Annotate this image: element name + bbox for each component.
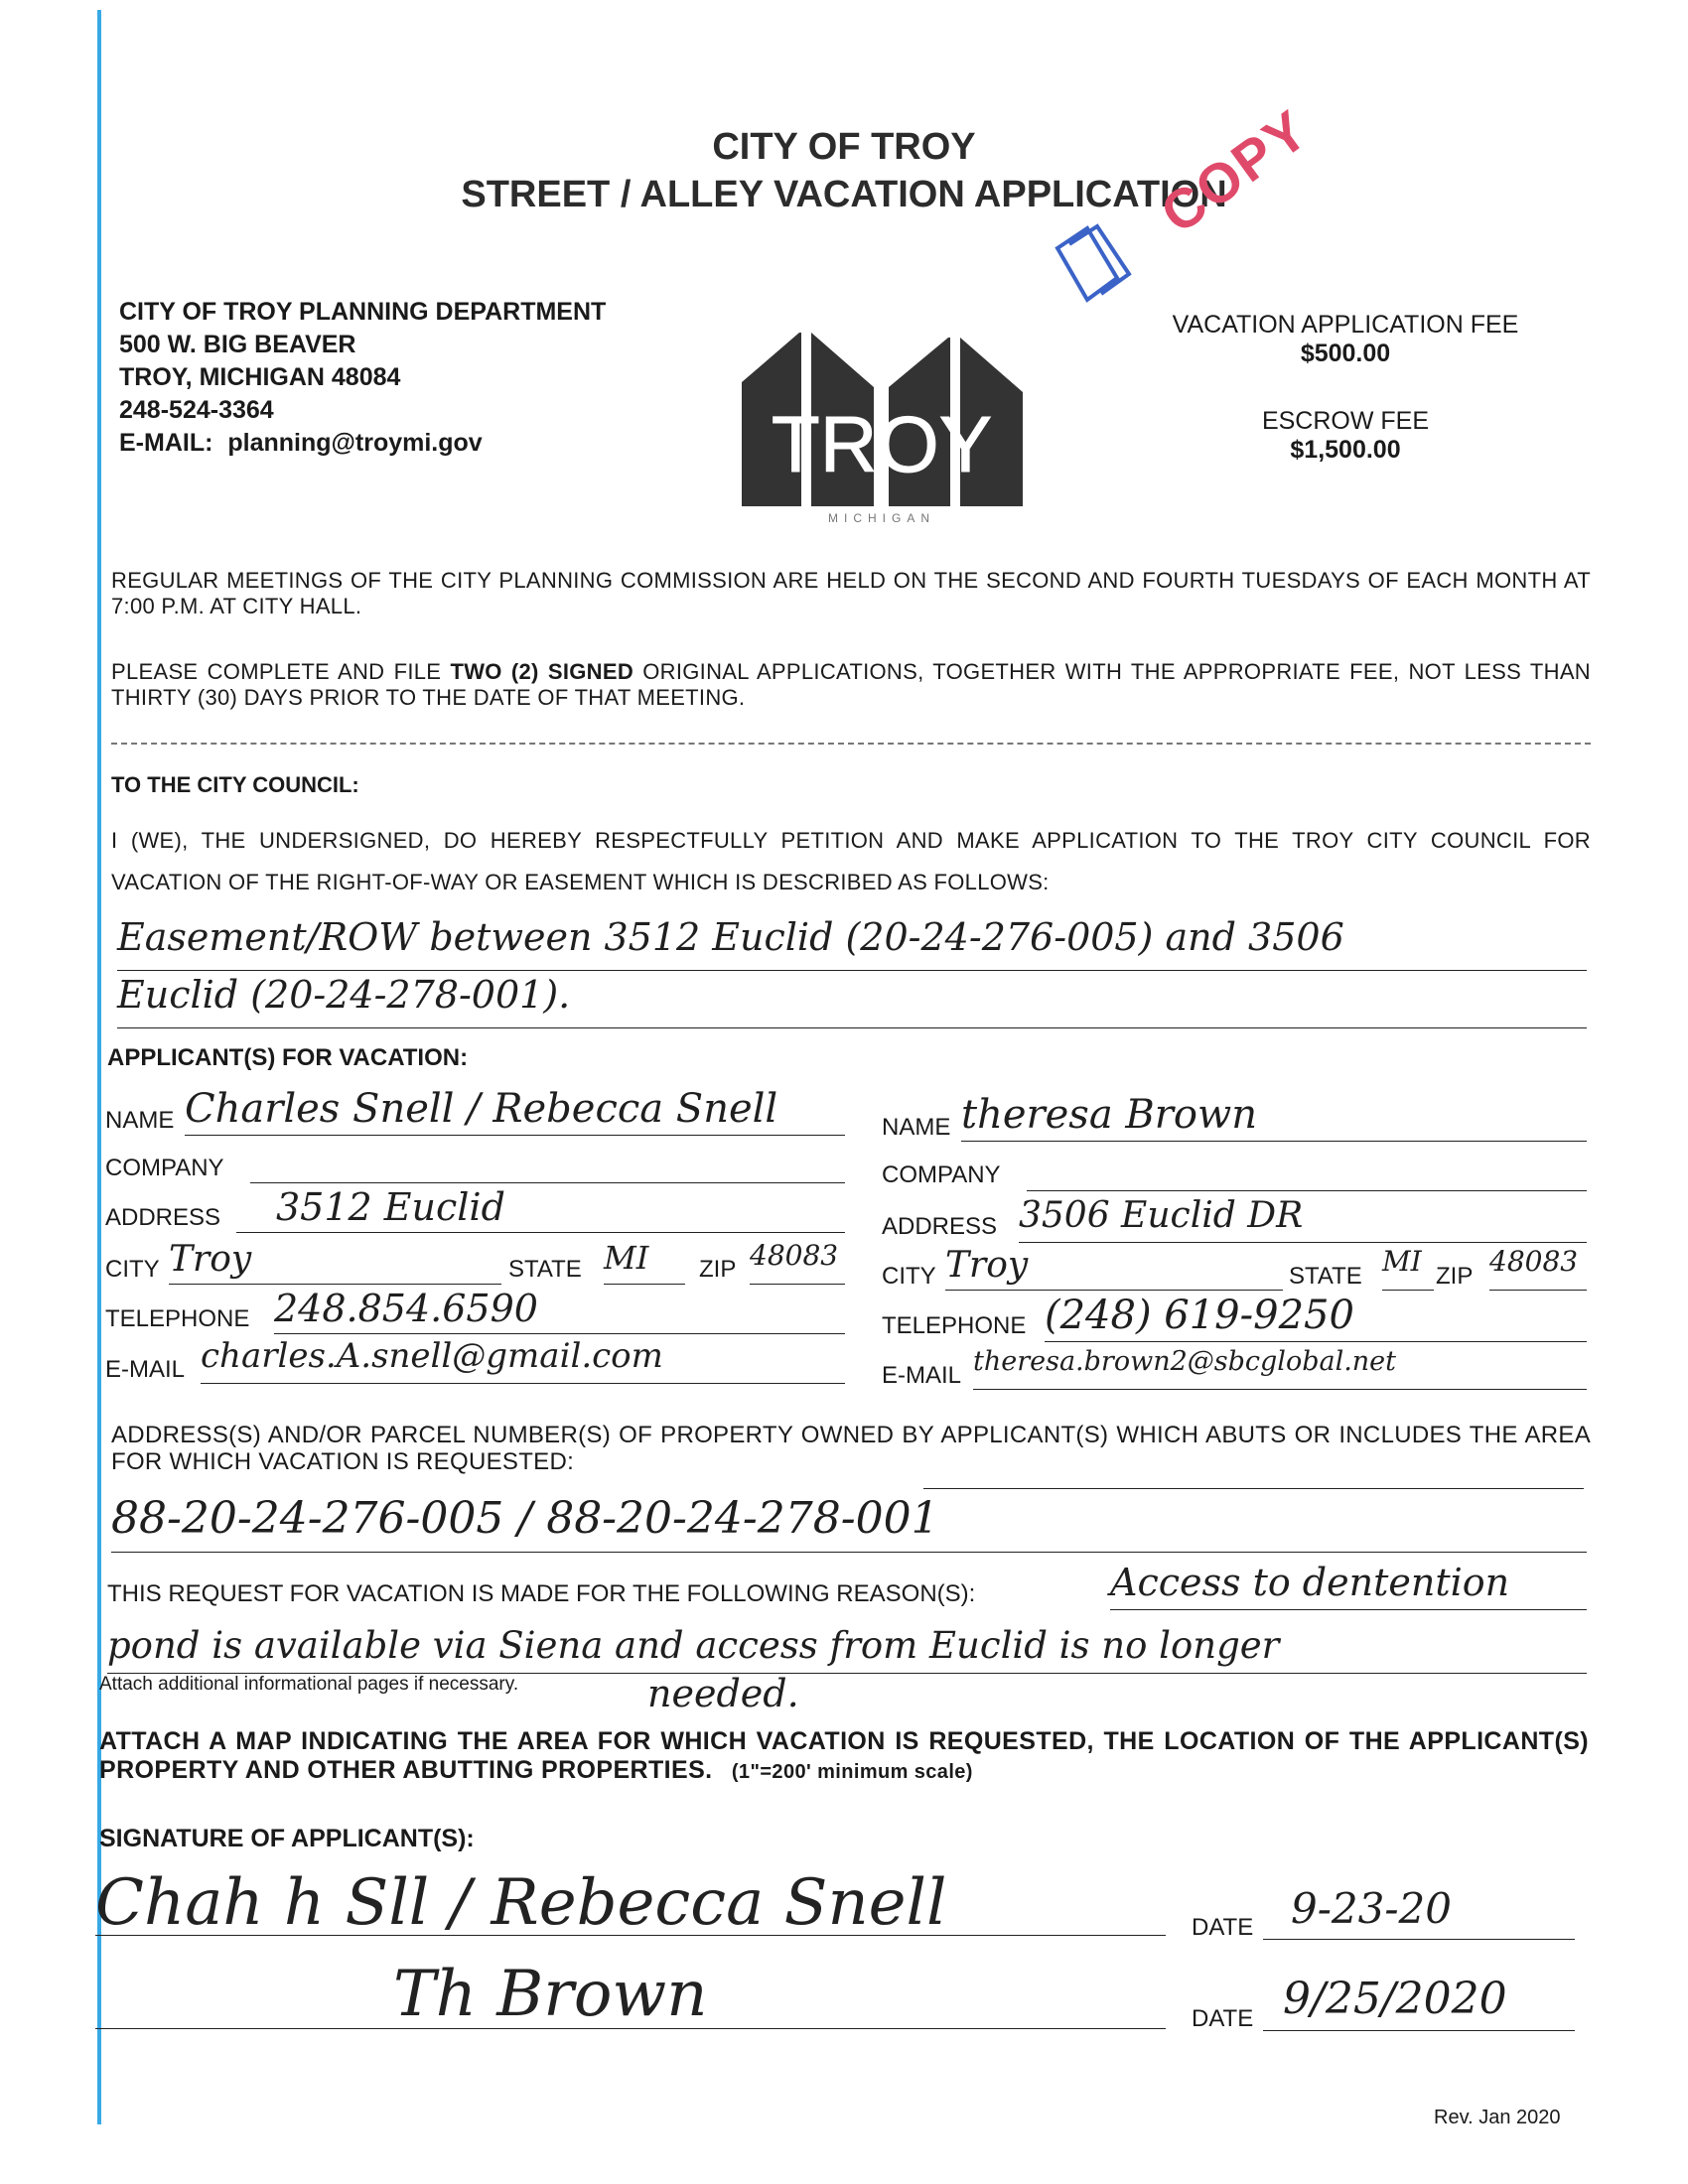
applicant2-email: theresa.brown2@sbcglobal.net <box>973 1346 1397 1377</box>
reason-text-1: Access to dentention <box>1110 1561 1510 1604</box>
company-label-2: COMPANY <box>882 1161 1001 1188</box>
address-label-2: ADDRESS <box>882 1213 998 1240</box>
description-text-1: Easement/ROW between 3512 Euclid (20-24-276-005) and 3506 <box>117 915 1344 959</box>
date-label-1: DATE <box>1192 1914 1254 1941</box>
applicants-heading: APPLICANT(S) FOR VACATION: <box>107 1044 469 1071</box>
applicant1-address: 3512 Euclid <box>276 1185 505 1229</box>
description-text-2: Euclid (20-24-278-001). <box>117 973 571 1017</box>
parcel-value: 88-20-24-276-005 / 88-20-24-278-001 <box>111 1493 939 1544</box>
applicant2-city: Troy <box>945 1245 1029 1286</box>
applicant1-email-field[interactable] <box>201 1336 845 1384</box>
reason-line-1[interactable] <box>1110 1561 1587 1610</box>
department-street: 500 W. BIG BEAVER <box>119 331 356 358</box>
state-label-1: STATE <box>508 1256 582 1283</box>
applicant1-zip-field[interactable] <box>750 1239 845 1285</box>
applicant1-address-field[interactable] <box>236 1185 845 1233</box>
reason-line-2[interactable] <box>107 1624 1587 1674</box>
department-city: TROY, MICHIGAN 48084 <box>119 363 401 391</box>
signature-heading: SIGNATURE OF APPLICANT(S): <box>99 1825 475 1852</box>
applicant2-zip-field[interactable] <box>1489 1245 1587 1291</box>
applicant1-city-field[interactable] <box>169 1239 501 1285</box>
date-2: 9/25/2020 <box>1283 1974 1507 2024</box>
applicant1-zip: 48083 <box>750 1239 839 1272</box>
parcel-label-line <box>923 1457 1584 1489</box>
escrow-fee-label: ESCROW FEE <box>1261 407 1430 435</box>
signature-1: Chah h Sll / Rebecca Snell <box>95 1866 947 1940</box>
logo-word: TROY <box>771 400 993 488</box>
filing-notice-start: PLEASE COMPLETE AND FILE <box>111 659 451 684</box>
petition-heading: TO THE CITY COUNCIL: <box>111 772 359 797</box>
name-label-1: NAME <box>105 1107 175 1134</box>
map-instruction-text: ATTACH A MAP INDICATING THE AREA FOR WHICH VACATION IS REQUESTED, THE LOCATION OF THE APPLICANT(S) PROPERTY AND OTHER ABUTTING PROPERTIES. <box>99 1727 1589 1784</box>
filing-notice-end: ORIGINAL APPLICATIONS, TOGETHER WITH THE APPROPRIATE FEE, NOT LESS THAN THIRTY (30) DAYS PRIOR TO THE DATE OF THAT MEETING. <box>111 659 1591 710</box>
description-line-1[interactable] <box>117 915 1587 971</box>
zip-label-1: ZIP <box>699 1256 737 1283</box>
department-email-label: E-MAIL: <box>119 429 213 457</box>
applicant2-city-field[interactable] <box>945 1245 1283 1291</box>
applicant2-address-field[interactable] <box>1019 1195 1587 1243</box>
applicant1-company-field[interactable] <box>250 1142 845 1183</box>
parcel-label: ADDRESS(S) AND/OR PARCEL NUMBER(S) OF PROPERTY OWNED BY APPLICANT(S) WHICH ABUTS OR INCLUDES THE AREA FOR WHICH VACATION IS REQUESTED: <box>111 1422 1591 1475</box>
telephone-label-1: TELEPHONE <box>105 1305 250 1332</box>
department-block <box>119 296 606 460</box>
signature-line-2[interactable] <box>95 1958 1166 2029</box>
parcel-field[interactable] <box>111 1493 1587 1553</box>
escrow-fee-amount: $1,500.00 <box>1290 436 1401 464</box>
form-title: STREET / ALLEY VACATION APPLICATION <box>461 174 1227 215</box>
applicant1-city: Troy <box>169 1239 252 1280</box>
meetings-notice: REGULAR MEETINGS OF THE CITY PLANNING COMMISSION ARE HELD ON THE SECOND AND FOURTH TUESDAYS OF EACH MONTH AT 7:00 P.M. AT CITY HALL. <box>111 568 1591 618</box>
signature-2: Th Brown <box>393 1958 708 2031</box>
city-label-1: CITY <box>105 1256 160 1283</box>
applicant1-name-field[interactable] <box>185 1086 845 1136</box>
applicant2-state: MI <box>1382 1245 1422 1278</box>
department-name: CITY OF TROY PLANNING DEPARTMENT <box>119 298 607 326</box>
reason-note: Attach additional informational pages if necessary. <box>99 1674 519 1695</box>
applicant2-telephone: (248) 619-9250 <box>1045 1293 1354 1338</box>
applicant1-telephone-field[interactable] <box>274 1287 845 1334</box>
escrow-fee-block <box>1147 407 1544 465</box>
filing-notice <box>111 659 1591 711</box>
applicant2-company-field[interactable] <box>1027 1150 1587 1191</box>
applicant1-email: charles.A.snell@gmail.com <box>201 1336 663 1376</box>
applicant2-state-field[interactable] <box>1382 1245 1434 1291</box>
applicant1-state: MI <box>604 1239 649 1277</box>
applicant1-name: Charles Snell / Rebecca Snell <box>185 1086 778 1132</box>
applicant2-telephone-field[interactable] <box>1045 1293 1587 1342</box>
email-label-1: E-MAIL <box>105 1356 186 1383</box>
application-fee-block <box>1147 311 1544 368</box>
application-fee-amount: $500.00 <box>1300 340 1391 367</box>
email-label-2: E-MAIL <box>882 1362 962 1389</box>
description-line-2[interactable] <box>117 973 1587 1028</box>
logo-subtitle: MICHIGAN <box>828 511 935 525</box>
reason-text-3: needed. <box>647 1672 799 1715</box>
applicant1-state-field[interactable] <box>604 1239 685 1285</box>
margin-line <box>97 10 101 2124</box>
telephone-label-2: TELEPHONE <box>882 1312 1027 1339</box>
reason-text-2: pond is available via Siena and access from Euclid is no longer <box>107 1624 1280 1667</box>
applicant1-telephone: 248.854.6590 <box>274 1287 538 1330</box>
department-phone: 248-524-3364 <box>119 396 274 424</box>
application-fee-label: VACATION APPLICATION FEE <box>1172 311 1519 339</box>
address-label-1: ADDRESS <box>105 1204 221 1231</box>
name-label-2: NAME <box>882 1114 951 1141</box>
zip-label-2: ZIP <box>1436 1263 1474 1290</box>
date-field-1[interactable] <box>1263 1884 1575 1940</box>
date-1: 9-23-20 <box>1291 1884 1452 1933</box>
signature-line-1[interactable] <box>95 1866 1166 1940</box>
applicant2-zip: 48083 <box>1489 1245 1579 1278</box>
dashed-divider <box>111 743 1591 745</box>
city-title: CITY OF TROY <box>712 126 976 168</box>
date-field-2[interactable] <box>1263 1974 1575 2031</box>
company-label-1: COMPANY <box>105 1155 224 1181</box>
state-label-2: STATE <box>1289 1263 1362 1290</box>
date-label-2: DATE <box>1192 2005 1254 2032</box>
applicant2-address: 3506 Euclid DR <box>1019 1195 1304 1236</box>
troy-logo <box>740 328 1028 526</box>
petition-text: I (WE), THE UNDERSIGNED, DO HEREBY RESPECTFULLY PETITION AND MAKE APPLICATION TO THE TROY CITY COUNCIL FOR VACATION OF THE RIGHT-OF-WAY OR EASEMENT WHICH IS DESCRIBED AS FOLLOWS: <box>111 828 1591 894</box>
map-instruction <box>99 1727 1589 1787</box>
filing-notice-emphasis: TWO (2) SIGNED <box>450 659 634 684</box>
copy-stamp-icon <box>1048 208 1157 318</box>
applicant2-name-field[interactable] <box>961 1092 1587 1142</box>
copy-stamp: COPY <box>1149 97 1321 245</box>
reason-label: THIS REQUEST FOR VACATION IS MADE FOR THE FOLLOWING REASON(S): <box>107 1580 976 1607</box>
applicant2-name: theresa Brown <box>961 1092 1257 1138</box>
department-email: planning@troymi.gov <box>227 429 483 457</box>
applicant2-email-field[interactable] <box>973 1346 1587 1390</box>
city-label-2: CITY <box>882 1263 936 1290</box>
map-scale: (1"=200' minimum scale) <box>731 1761 973 1783</box>
revision-note: Rev. Jan 2020 <box>1434 2107 1561 2128</box>
